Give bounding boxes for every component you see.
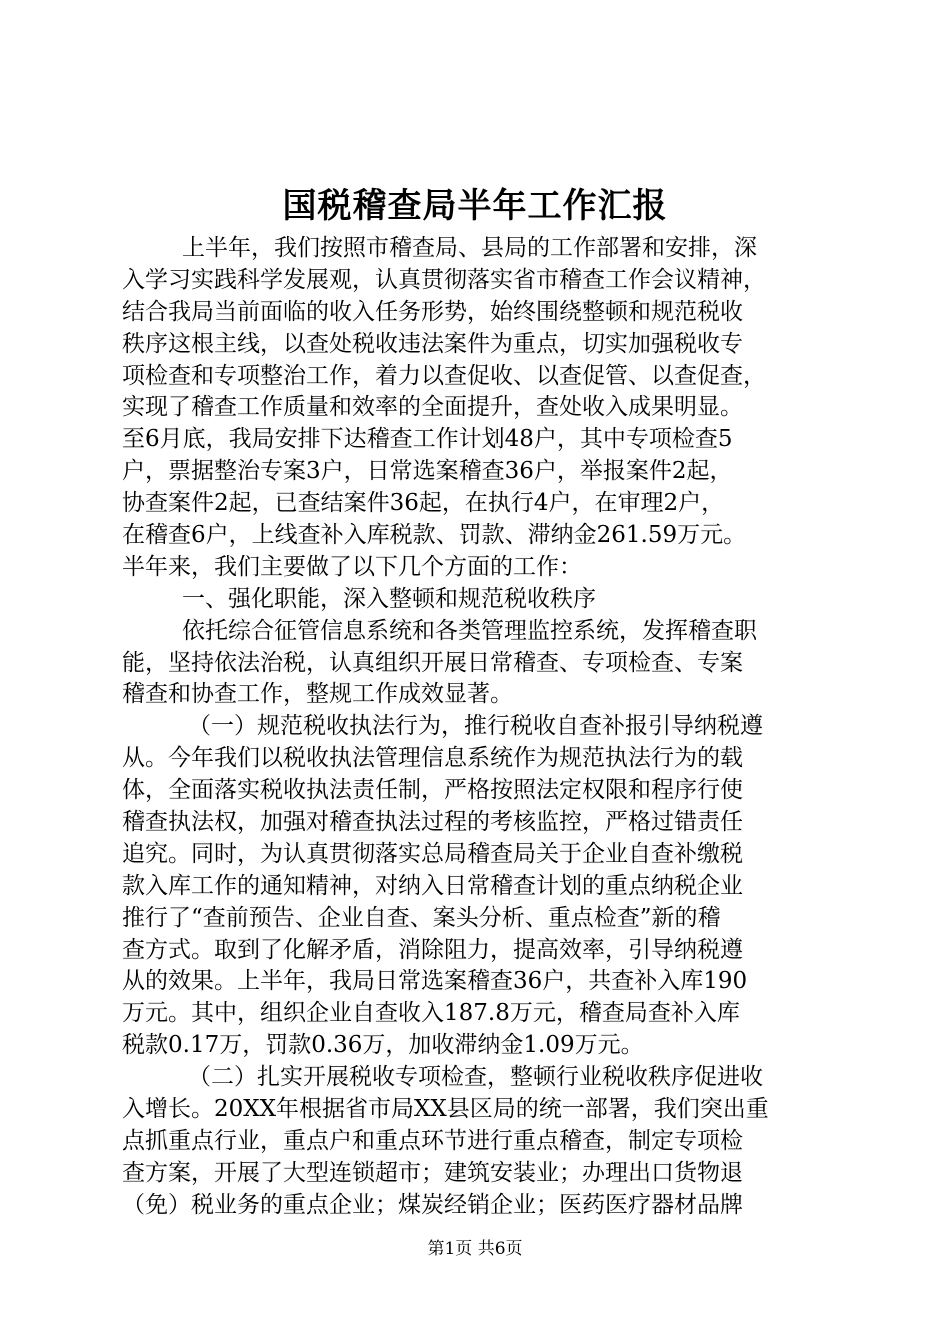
text-line: 款入库工作的通知精神，对纳入日常稽查计划的重点纳税企业 bbox=[122, 872, 743, 899]
text-line: 追究。同时，为认真贯彻落实总局稽查局关于企业自查补缴税 bbox=[122, 840, 743, 867]
text-line: （二）扎实开展税收专项检查，整顿行业税收秩序促进收 bbox=[188, 1064, 763, 1091]
text-line: 上半年，我们按照市稽查局、县局的工作部署和安排，深 bbox=[182, 235, 757, 261]
text-line: 户，票据整治专案3户，日常选案稽查36户，举报案件2起， bbox=[122, 458, 733, 485]
text-line: 稽查和协查工作，整规工作成效显著。 bbox=[122, 681, 513, 708]
text-line: 点抓重点行业，重点户和重点环节进行重点稽查，制定专项检 bbox=[122, 1127, 743, 1154]
text-line: 入学习实践科学发展观，认真贯彻落实省市稽查工作会议精神， bbox=[122, 266, 766, 293]
text-line: 能，坚持依法治税，认真组织开展日常稽查、专项检查、专案 bbox=[122, 649, 743, 676]
text-line: 万元。其中，组织企业自查收入187.8万元，稽查局查补入库 bbox=[122, 1000, 740, 1027]
text-line: 实现了稽查工作质量和效率的全面提升，查处收入成果明显。 bbox=[122, 394, 743, 421]
text-line: （免）税业务的重点企业；煤炭经销企业；医药医疗器材品牌 bbox=[122, 1191, 743, 1218]
document-body bbox=[122, 233, 834, 1222]
text-line: 至6月底，我局安排下达稽查工作计划48户，其中专项检查5 bbox=[122, 426, 733, 453]
text-line: 结合我局当前面临的收入任务形势，始终围绕整顿和规范税收 bbox=[122, 298, 743, 325]
section-heading: 一、强化职能，深入整顿和规范税收秩序 bbox=[182, 585, 596, 612]
text-line: 体，全面落实税收执法责任制，严格按照法定权限和程序行使 bbox=[122, 777, 743, 804]
text-line: 查方式。取到了化解矛盾，消除阻力，提高效率，引导纳税遵 bbox=[122, 936, 743, 963]
text-line: 税款0.17万，罚款0.36万，加收滞纳金1.09万元。 bbox=[122, 1032, 644, 1059]
text-line: 查方案，开展了大型连锁超市；建筑安装业；办理出口货物退 bbox=[122, 1159, 743, 1186]
text-line: 协查案件2起，已查结案件36起，在执行4户，在审理2户， bbox=[122, 490, 725, 517]
text-line: 推行了“查前预告、企业自查、案头分析、重点检查”新的稽 bbox=[122, 904, 721, 931]
text-line: 半年来，我们主要做了以下几个方面的工作： bbox=[122, 553, 582, 580]
text-line: 依托综合征管信息系统和各类管理监控系统，发挥稽查职 bbox=[182, 617, 757, 644]
text-line: 在稽查6户，上线查补入库税款、罚款、滞纳金261.59万元。 bbox=[122, 522, 747, 549]
page-footer: 第1页 共6页 bbox=[427, 1239, 523, 1259]
text-line: 从。今年我们以税收执法管理信息系统作为规范执法行为的载 bbox=[122, 745, 743, 772]
text-line: 入增长。20XX年根据省市局XX县区局的统一部署，我们突出重 bbox=[122, 1096, 769, 1123]
text-line: （一）规范税收执法行为，推行税收自查补报引导纳税遵 bbox=[188, 713, 763, 740]
text-line: 稽查执法权，加强对稽查执法过程的考核监控，严格过错责任 bbox=[122, 809, 743, 836]
document-title: 国税稽查局半年工作汇报 bbox=[282, 186, 668, 226]
text-line: 从的效果。上半年，我局日常选案稽查36户，共查补入库190 bbox=[122, 968, 748, 995]
text-line: 项检查和专项整治工作，着力以查促收、以查促管、以查促查， bbox=[122, 362, 766, 389]
text-line: 秩序这根主线，以查处税收违法案件为重点，切实加强税收专 bbox=[122, 330, 743, 357]
